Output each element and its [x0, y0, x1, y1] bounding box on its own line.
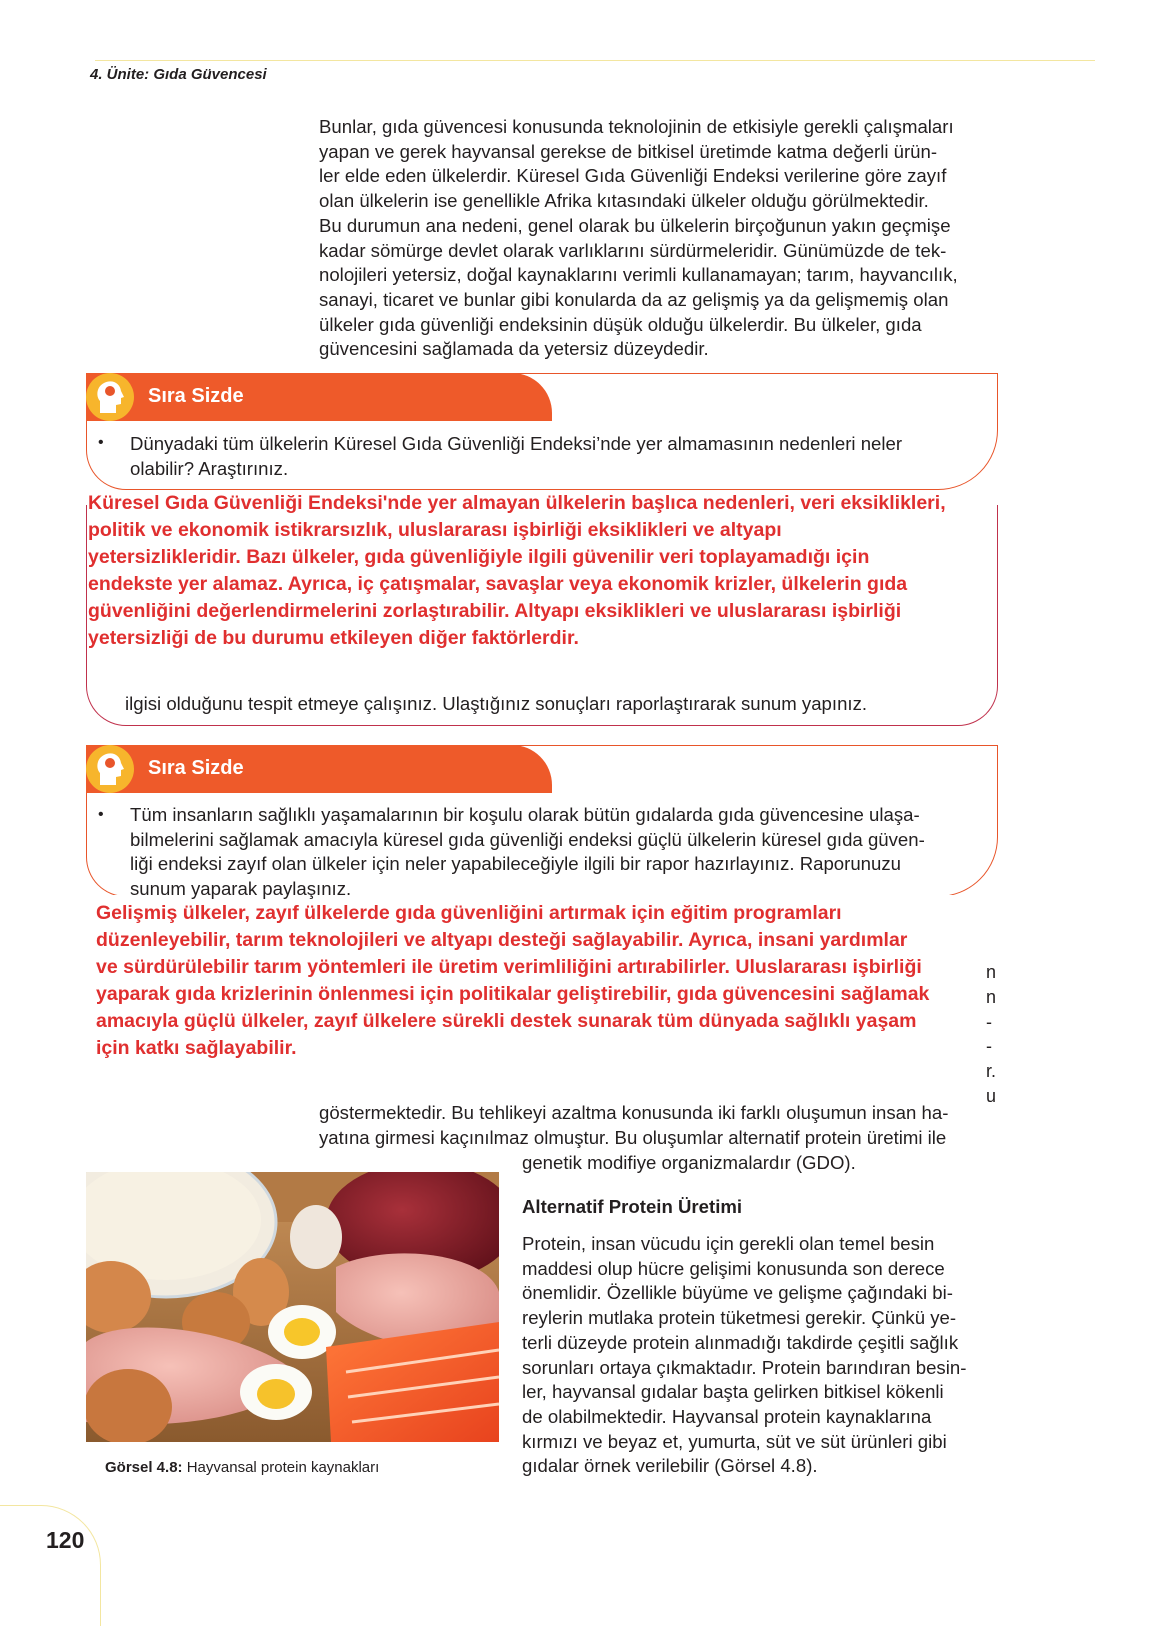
answer-line: düzenleyebilir, tarım teknolojileri ve altyapı desteği sağlayabilir. Ayrıca, insani yardımlar	[96, 929, 908, 951]
caption-label: Görsel 4.8:	[105, 1459, 183, 1476]
unit-title: 4. Ünite: Gıda Güvencesi	[90, 66, 267, 83]
text-line: bilmelerini sağlamak amacıyla küresel gıda güvenliği endeksi güçlü ülkelerin küresel gıda güven-	[130, 828, 925, 850]
section-paragraph	[522, 1232, 998, 1479]
text-line: sanayi, ticaret ve bunlar gibi konularda da az gelişmiş ya da gelişmemiş olan	[319, 288, 949, 310]
answer-line: yetersizlikleridir. Bazı ülkeler, gıda güvenliğiyle ilgili güvenilir veri toplayamadığı için	[88, 546, 870, 568]
text-line: olabilir? Araştırınız.	[130, 457, 289, 479]
answer-line: ve sürdürülebilir tarım yöntemleri ile üretim verimliliğini artırabilirler. Uluslararası işbirliği	[96, 956, 922, 978]
text-line: Dünyadaki tüm ülkelerin Küresel Gıda Güvenliği Endeksi’nde yer almamasının nedenleri neler	[130, 433, 903, 454]
page-number: 120	[46, 1527, 85, 1553]
answer-line: amacıyla güçlü ülkeler, zayıf ülkelere sürekli destek sunarak tüm dünyada sağlıklı yaşam	[96, 1010, 917, 1032]
continuation-paragraph	[319, 1101, 998, 1150]
text-line: göstermektedir. Bu tehlikeyi azaltma konusunda iki farklı oluşumun insan ha-	[319, 1102, 949, 1123]
activity-box-1-tab	[86, 373, 552, 421]
fragment: n	[986, 962, 997, 982]
text-line: Bu durumun ana nedeni, genel olarak bu ülkelerin birçoğunun yakın geçmişe	[319, 214, 951, 236]
text-line: ler elde eden ülkelerdir. Küresel Gıda Güvenliği Endeksi verilerine göre zayıf	[319, 165, 947, 187]
continuation-line-3: genetik modifiye organizmalardır (GDO).	[522, 1152, 856, 1173]
thinking-head-icon	[86, 373, 134, 421]
bullet: •	[98, 434, 104, 451]
fragment: -	[986, 1036, 992, 1057]
edge-fragments	[986, 960, 996, 1109]
text-line: güvencesini sağlamada da yetersiz düzeydedir.	[319, 338, 709, 360]
text-line: maddesi olup hücre gelişimi konusunda son derece	[522, 1257, 945, 1279]
text-line: sorunları ortaya çıkmaktadır. Protein barındıran besin-	[522, 1356, 967, 1378]
text-line: Bunlar, gıda güvencesi konusunda teknolojinin de etkisiyle gerekli çalışmaları	[319, 116, 954, 137]
text-line: de olabilmektedir. Hayvansal protein kaynaklarına	[522, 1405, 932, 1427]
text-line: liği endeksi zayıf olan ülkeler için neler yapabileceğiyle ilgili bir rapor hazırlayınız. Raporunuzu	[130, 853, 902, 875]
text-line: sunum yaparak paylaşınız.	[130, 878, 352, 900]
box2-question	[130, 803, 984, 902]
text-line: nolojileri yetersiz, doğal kaynaklarını verimli kullanamayan; tarım, hayvancılık,	[319, 264, 958, 286]
footer-decoration	[0, 1505, 101, 1626]
header-rule	[95, 60, 1095, 61]
box1-trailing-line: ilgisi olduğunu tespit etmeye çalışınız. Ulaştığınız sonuçları raporlaştırarak sunum yapınız.	[125, 693, 868, 714]
text-line: Tüm insanların sağlıklı yaşamalarının bir koşulu olarak bütün gıdalarda gıda güvencesine ulaşa-	[130, 804, 920, 825]
answer-line: yaparak gıda krizlerinin önlenmesi için politikalar geliştirebilir, gıda güvencesini sağlamak	[96, 983, 930, 1005]
protein-foods-photo	[86, 1172, 499, 1442]
text-line: Protein, insan vücudu için gerekli olan temel besin	[522, 1233, 935, 1254]
answer-line: güvenliğini değerlendirmelerini zorlaştırabilir. Altyapı eksiklikleri ve uluslararası işbirliği	[88, 600, 902, 622]
text-line: yapan ve gerek hayvansal gerekse de bitkisel üretimde katma değerli ürün-	[319, 140, 938, 162]
text-line: reylerin mutlaka protein tüketmesi gerekir. Çünkü ye-	[522, 1307, 957, 1329]
text-line: kadar sömürge devlet olarak varlıklarını sürdürmeleridir. Günümüzde de tek-	[319, 239, 947, 261]
fragment: -	[986, 1011, 992, 1032]
answer-1-text	[88, 490, 998, 652]
caption-text: Hayvansal protein kaynakları	[182, 1459, 380, 1476]
answer-line: Küresel Gıda Güvenliği Endeksi'nde yer almayan ülkelerin başlıca nedenleri, veri eksiklikleri,	[88, 492, 946, 514]
tab-label: Sıra Sizde	[148, 385, 244, 407]
answer-line: için katkı sağlayabilir.	[96, 1037, 297, 1059]
answer-line: politik ve ekonomik istikrarsızlık, uluslararası işbirliği eksiklikleri ve altyapı	[88, 519, 782, 541]
text-line: olan ülkelerin ise genellikle Afrika kıtasındaki ülkeler olduğu görülmektedir.	[319, 190, 929, 212]
text-line: ülkeler gıda güvenliği endeksinin düşük olduğu ülkelerdir. Bu ülkeler, gıda	[319, 313, 922, 335]
text-line: ler, hayvansal gıdalar başta gelirken bitkisel kökenli	[522, 1381, 944, 1403]
answer-line: endekste yer alamaz. Ayrıca, iç çatışmalar, savaşlar veya ekonomik krizler, ülkelerin gıda	[88, 573, 908, 595]
fragment: n	[986, 986, 997, 1007]
fragment: u	[986, 1085, 997, 1106]
answer-line: yetersizliği de bu durumu etkileyen diğer faktörlerdir.	[88, 627, 579, 649]
tab-label: Sıra Sizde	[148, 757, 244, 779]
answer-2-text	[96, 900, 986, 1062]
text-line: yatına girmesi kaçınılmaz olmuştur. Bu oluşumlar alternatif protein üretimi ile	[319, 1126, 947, 1148]
activity-box-2-tab	[86, 745, 552, 793]
thinking-head-icon	[86, 745, 134, 793]
text-line: gıdalar örnek verilebilir (Görsel 4.8).	[522, 1455, 818, 1477]
figure-caption	[105, 1459, 379, 1476]
text-line: önemlidir. Özellikle büyüme ve gelişme çağındaki bi-	[522, 1282, 953, 1304]
fragment: r.	[986, 1061, 997, 1082]
bullet: •	[98, 806, 104, 823]
text-line: kırmızı ve beyaz et, yumurta, süt ve süt ürünleri gibi	[522, 1430, 947, 1452]
section-heading: Alternatif Protein Üretimi	[522, 1196, 743, 1217]
box1-question	[130, 432, 984, 481]
text-line: terli düzeyde protein alınmadığı takdirde çeşitli sağlık	[522, 1331, 959, 1353]
answer-line: Gelişmiş ülkeler, zayıf ülkelerde gıda güvenliğini artırmak için eğitim programları	[96, 902, 842, 924]
intro-paragraph	[319, 115, 998, 362]
